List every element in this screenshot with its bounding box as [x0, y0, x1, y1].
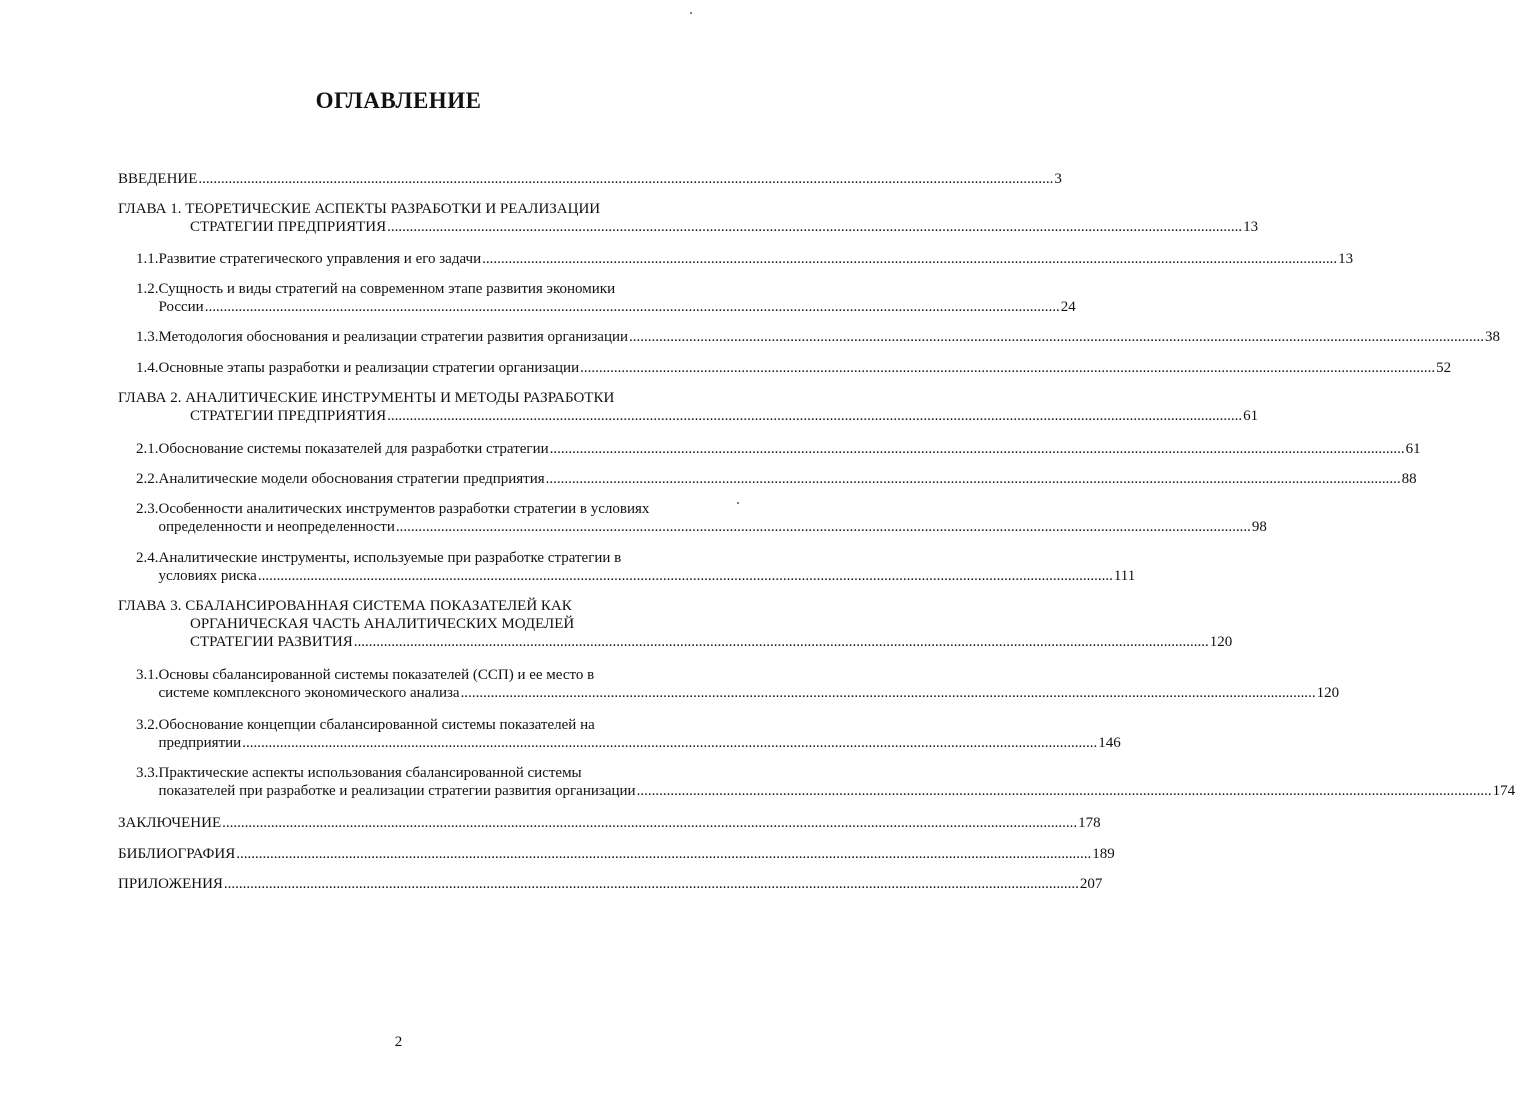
leader-dots	[461, 684, 1316, 702]
toc-section-2-4[interactable]: 2.4. Аналитические инструменты, используемые при разработке стратегии в условиях риска ..... 111	[118, 549, 750, 585]
toc-section-3-1[interactable]: 3.1. Основы сбалансированной системы показателей (ССП) и ее место в системе комплексного экономического анализа ..... 120	[118, 666, 750, 702]
page-ref: 24	[1060, 299, 1076, 315]
page-ref: 111	[1113, 568, 1136, 584]
toc-section-1-1[interactable]: 1.1. Развитие стратегического управления и его задачи ..... 13	[118, 250, 750, 268]
toc-entry-conclusion[interactable]: ЗАКЛЮЧЕНИЕ ..... 178	[118, 814, 748, 832]
leader-dots	[387, 407, 1242, 425]
leader-dots	[580, 359, 1435, 377]
leader-dots	[387, 218, 1242, 236]
toc-section-3-2[interactable]: 3.2. Обоснование концепции сбалансированной системы показателей на предприятии ..... 146	[118, 716, 750, 752]
toc-section-2-1[interactable]: 2.1. Обоснование системы показателей для разработки стратегии ..... 61	[118, 440, 750, 458]
page-ref: 13	[1243, 219, 1259, 235]
page-ref: 174	[1492, 783, 1515, 799]
section-number: 2.2.	[136, 471, 159, 487]
leader-dots	[205, 298, 1060, 316]
toc-section-2-3[interactable]: 2.3. Особенности аналитических инструментов разработки стратегии в условиях определенности и неопределенности ..... 98	[118, 500, 750, 536]
page-ref: 189	[1092, 846, 1115, 862]
toc-entry-bibliography[interactable]: БИБЛИОГРАФИЯ ..... 189	[118, 845, 748, 863]
leader-dots	[258, 567, 1113, 585]
toc-section-1-4[interactable]: 1.4. Основные этапы разработки и реализации стратегии организации ..... 52	[118, 359, 750, 377]
section-number: 1.2.	[136, 281, 159, 297]
page-ref: 61	[1405, 441, 1421, 457]
toc-section-3-3[interactable]: 3.3. Практические аспекты использования сбалансированной системы показателей при разработке и реализации стратегии развития организации ..... 174	[118, 764, 750, 800]
leader-dots	[198, 170, 1053, 188]
section-number: 3.3.	[136, 765, 159, 781]
section-number: 1.4.	[136, 360, 159, 376]
leader-dots	[236, 845, 1091, 863]
leader-dots	[242, 734, 1097, 752]
leader-dots	[224, 875, 1079, 893]
section-number: 2.1.	[136, 441, 159, 457]
page-ref: 38	[1485, 329, 1501, 345]
section-number: 3.1.	[136, 667, 159, 683]
toc-section-1-2[interactable]: 1.2. Сущность и виды стратегий на современном этапе развития экономики России ..... 24	[118, 280, 750, 316]
leader-dots	[354, 633, 1209, 651]
section-number: 1.3.	[136, 329, 159, 345]
section-number: 2.3.	[136, 501, 159, 517]
page-ref: 13	[1338, 251, 1354, 267]
toc-entry-appendices[interactable]: ПРИЛОЖЕНИЯ ..... 207	[118, 875, 748, 893]
toc-entry-intro[interactable]: ВВЕДЕНИЕ ..... 3	[118, 170, 748, 188]
page-ref: 98	[1251, 519, 1267, 535]
leader-dots	[629, 328, 1484, 346]
page-title: ОГЛАВЛЕНИЕ	[315, 88, 482, 113]
scan-speck	[690, 12, 692, 14]
page-ref: 178	[1078, 815, 1101, 831]
page-ref: 207	[1079, 876, 1103, 892]
section-number: 1.1.	[136, 251, 159, 267]
toc-chapter-2[interactable]: ГЛАВА 2. АНАЛИТИЧЕСКИЕ ИНСТРУМЕНТЫ И МЕТОДЫ РАЗРАБОТКИ СТРАТЕГИИ ПРЕДПРИЯТИЯ ..... 61	[118, 389, 748, 425]
leader-dots	[550, 440, 1405, 458]
toc-section-2-2[interactable]: 2.2. Аналитические модели обоснования стратегии предприятия ..... 88	[118, 470, 750, 488]
section-number: 3.2.	[136, 717, 159, 733]
toc-chapter-1[interactable]: ГЛАВА 1. ТЕОРЕТИЧЕСКИЕ АСПЕКТЫ РАЗРАБОТКИ И РЕАЛИЗАЦИИ СТРАТЕГИИ ПРЕДПРИЯТИЯ ..... 13	[118, 200, 748, 236]
page-ref: 120	[1316, 685, 1340, 701]
leader-dots	[637, 782, 1492, 800]
page-number: 2	[394, 1034, 403, 1050]
leader-dots	[222, 814, 1077, 832]
section-number: 2.4.	[136, 550, 159, 566]
toc-chapter-3[interactable]: ГЛАВА 3. СБАЛАНСИРОВАННАЯ СИСТЕМА ПОКАЗАТЕЛЕЙ КАК ОРГАНИЧЕСКАЯ ЧАСТЬ АНАЛИТИЧЕСКИХ МОДЕЛЕЙ СТРАТЕГИИ РАЗВИТИЯ ..... 120	[118, 597, 748, 651]
page-ref: 120	[1209, 634, 1233, 650]
toc-section-1-3[interactable]: 1.3. Методология обоснования и реализации стратегии развития организации ..... 38	[118, 328, 750, 346]
leader-dots	[396, 518, 1251, 536]
page-ref: 3	[1054, 171, 1062, 187]
leader-dots	[546, 470, 1401, 488]
page-ref: 88	[1401, 471, 1417, 487]
page-ref: 52	[1436, 360, 1452, 376]
page-ref: 61	[1243, 408, 1259, 424]
leader-dots	[482, 250, 1337, 268]
page-ref: 146	[1098, 735, 1121, 751]
